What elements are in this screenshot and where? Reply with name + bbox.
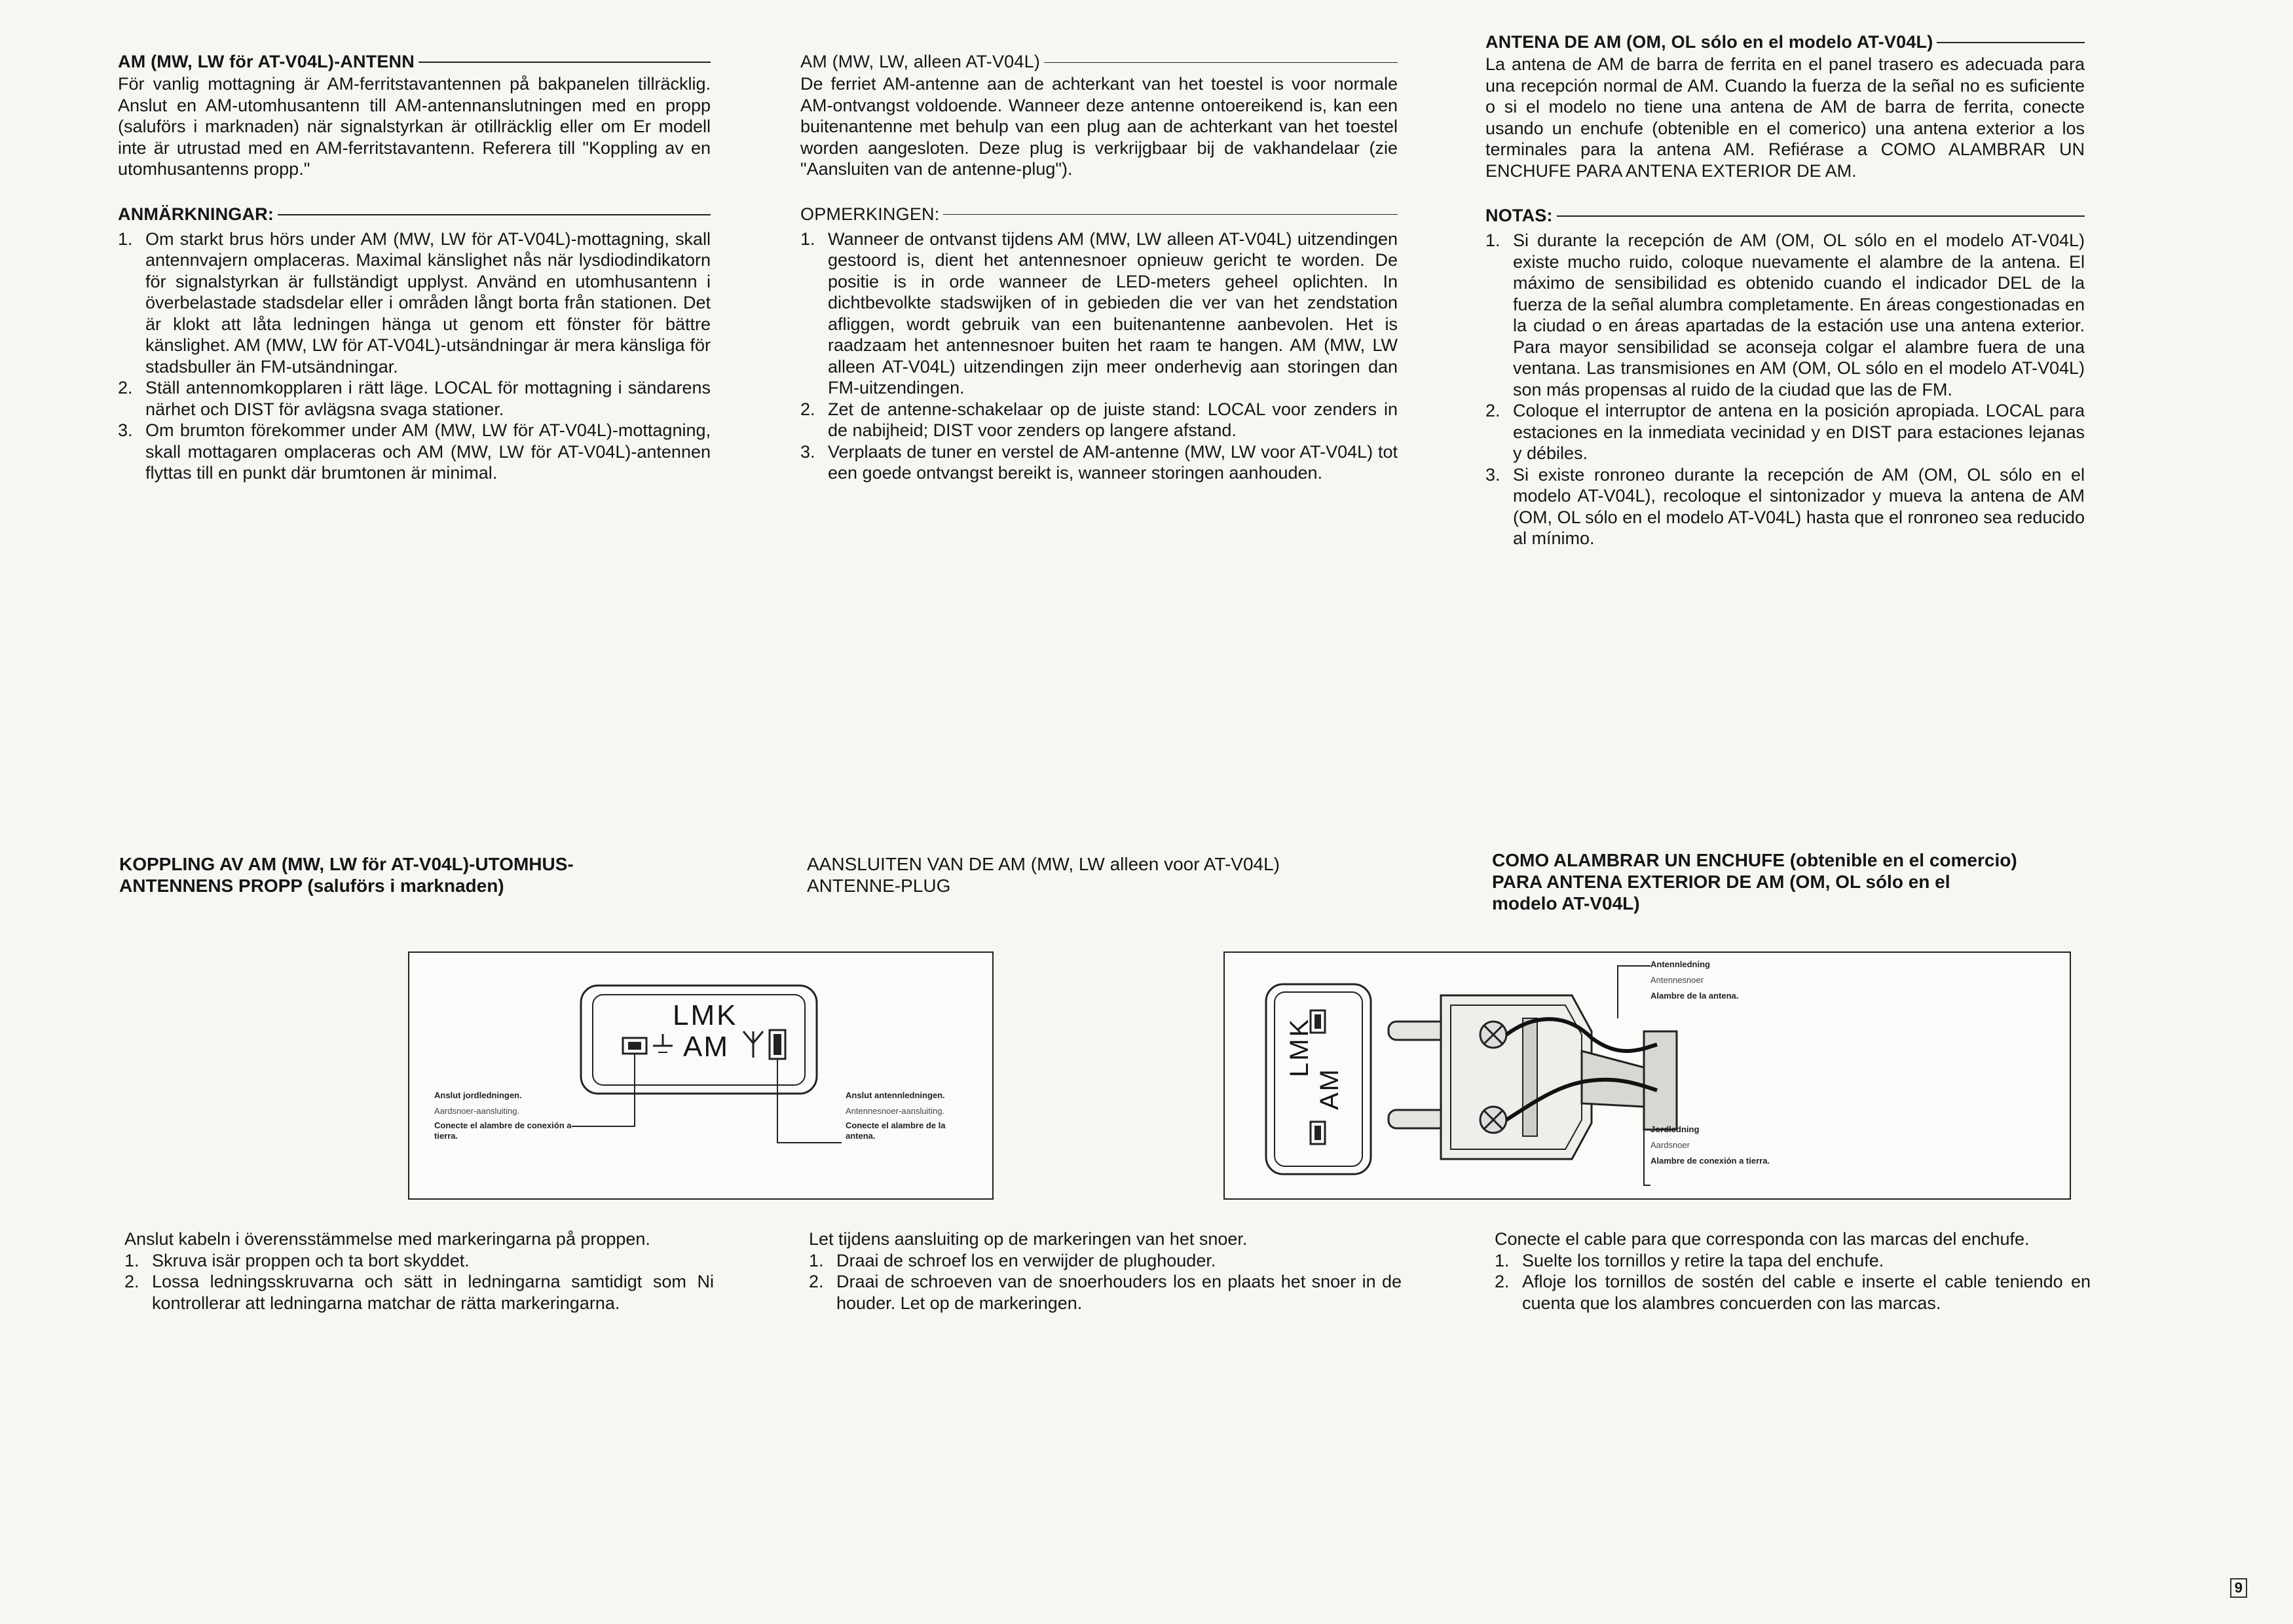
nl-plug-heading: AANSLUITEN VAN DE AM (MW, LW alleen voor AT-V04L) ANTENNE-PLUG (807, 854, 1280, 896)
antenna-wire-label-sv: Antennledning (1650, 959, 1710, 969)
sv-plug-intro: Anslut kabeln i överensstämmelse med markeringarna på proppen. (124, 1229, 650, 1249)
terminal-panel-diagram (408, 951, 994, 1200)
es-antenna-heading: ANTENA DE AM (OM, OL sólo en el modelo AT-V04L) (1485, 31, 2085, 52)
antenna-label-nl: Antennesnoer-aansluiting. (846, 1106, 945, 1116)
nl-plug-instructions (809, 1228, 1402, 1314)
ground-label-group (434, 1090, 572, 1141)
ground-wire-label-sv: Jordledning (1650, 1124, 1700, 1134)
list-item: 3. Si existe ronroneo durante la recepción de AM (OM, OL sólo en el modelo AT-V04L), recoloque el sintonizador y mueva la antena de AM (OM, OL sólo en el modelo AT-V04L) hasta que el ronroneo sea reducido al mínimo. (1485, 464, 2085, 548)
plug-wiring-illustration (1225, 953, 2070, 1198)
list-item: 2. Coloque el interruptor de antena en la posición apropiada. LOCAL para estaciones en la inmediata vecinidad y en DIST para estaciones lejanas y débiles. (1485, 401, 2085, 463)
list-item: 1. Suelte los tornillos y retire la tapa del enchufe. (1495, 1250, 1884, 1270)
antenna-label-es: Conecte el alambre de la antena. (846, 1120, 946, 1141)
antenna-wire-label-group (1650, 959, 1781, 1001)
panel-am-label: AM (683, 1031, 729, 1063)
sv-plug-steps (124, 1250, 714, 1314)
es-plug-steps (1495, 1250, 2091, 1314)
list-item: 2. Afloje los tornillos de sostén del cable e inserte el cable teniendo en cuenta que los alambres concuerden con las marcas. (1495, 1272, 2091, 1313)
list-item: 3. Verplaats de tuner en verstel de AM-antenne (MW, LW voor AT-V04L) tot een goede ontvangst bereikt is, wanneer storingen aanhouden. (800, 441, 1398, 483)
ground-label-nl: Aardsnoer-aansluiting. (434, 1106, 520, 1116)
antenna-wire-label-es: Alambre de la antena. (1650, 991, 1739, 1001)
plug-wiring-diagram (1223, 951, 2071, 1200)
list-item: 1. Om starkt brus hörs under AM (MW, LW för AT-V04L)-mottagning, skall antennvajern omplaceras. Maximal känslighet nås när lysdiodindikatorn för signalstyrkan är fullständigt upplyst. Använd en utomhusantenn i överbelastade stadsdelar eller i områden långt borta från stationen. Det är klokt att låta ledningen hänga ut genom ett fönster för bättre känslighet. AM (MW, LW för AT-V04L)-utsändningar är mera känsliga för stadsbuller än FM-utsändningar. (118, 229, 711, 377)
list-item: 1. Draai de schroef los en verwijder de plughouder. (809, 1250, 1216, 1270)
ground-wire-label-group (1650, 1124, 1781, 1166)
es-antenna-body: La antena de AM de barra de ferrita en el panel trasero es adecuada para una recepción normal de AM. Cuando la fuerza de la señal no es suficiente o si el modelo no tiene una antena de AM de barra de ferrita, conecte usando un enchufe (obtenible en el comerico) una antena exterior a los terminales para la antena AM. Refiérase a COMO ALAMBRAR UN ENCHUFE PARA ANTENA EXTERIOR DE AM. (1485, 54, 2085, 181)
es-notes-heading: NOTAS: (1485, 205, 2085, 226)
sv-antenna-body: För vanlig mottagning är AM-ferritstavantennen på bakpanelen tillräcklig. Anslut en AM-utomhusantenn till AM-antennanslutningen med en propp (saluförs i marknaden) när signalstyrkan är otillräcklig eller om Er modell inte är utrustad med en AM-ferritstavantenn. Referera till "Koppling av en utomhusantenns propp." (118, 74, 711, 179)
nl-notes-heading: OPMERKINGEN: (800, 204, 1398, 225)
es-plug-heading: COMO ALAMBRAR UN ENCHUFE (obtenible en el comercio) PARA ANTENA EXTERIOR DE AM (OM, OL sólo en el modelo AT-V04L) (1492, 850, 2017, 913)
nl-plug-intro: Let tijdens aansluiting op de markeringen van het snoer. (809, 1229, 1248, 1249)
list-item: 2. Lossa ledningsskruvarna och sätt in ledningarna samtidigt som Ni kontrollerar att ledningarna matchar de rätta markeringarna. (124, 1272, 714, 1313)
panel-lmk-label-vertical: LMK (1285, 1017, 1314, 1077)
panel-lmk-label: LMK (673, 999, 738, 1031)
sv-plug-heading: KOPPLING AV AM (MW, LW för AT-V04L)-UTOMHUS- ANTENNENS PROPP (saluförs i marknaden) (119, 854, 574, 896)
antenna-wire-label-nl: Antennesnoer (1650, 975, 1704, 985)
list-item: 1. Wanneer de ontvanst tijdens AM (MW, LW alleen AT-V04L) uitzendingen gestoord is, dient het antennesnoer opnieuw gericht te worden. De positie is in orde wanneer de LED-meters geheel oplichten. In dichtbevolkte stadswijken of in gebieden die ver van het zendstation afliggen, wordt gebruik van een buitenantenne aanbevolen. Het is raadzaam het antennesnoer buiten het raam te hangen. AM (MW, LW alleen AT-V04L) uitzendingen zijn meer onderhevig aan storingen dan FM-uitzendingen. (800, 229, 1398, 397)
nl-top-section (800, 51, 1398, 484)
sv-plug-instructions (124, 1228, 714, 1314)
antenna-label-group (846, 1090, 977, 1141)
list-item: 3. Om brumton förekommer under AM (MW, LW för AT-V04L)-mottagning, skall mottagaren omplaceras och AM (MW, LW för AT-V04L)-antennen flyttas till en punkt där brumtonen är minimal. (118, 420, 711, 483)
ground-label-es: Conecte el alambre de conexión a tierra. (434, 1120, 572, 1141)
page-number: 9 (2230, 1578, 2247, 1598)
nl-antenna-body: De ferriet AM-antenne aan de achterkant van het toestel is voor normale AM-ontvangst voldoende. Wanneer deze antenne ontoereikend is, kan een buitenantenne met behulp van een plug aan de achterkant van het toestel worden aangesloten. Deze plug is verkrijgbaar bij de vakhandelaar (zie "Aansluiten van de antenne-plug"). (800, 74, 1398, 179)
ground-label-sv: Anslut jordledningen. (434, 1090, 522, 1100)
nl-antenna-heading: AM (MW, LW, alleen AT-V04L) (800, 51, 1398, 72)
nl-plug-steps (809, 1250, 1402, 1314)
list-item: 2. Ställ antennomkopplaren i rätt läge. LOCAL för mottagning i sändarens närhet och DIST för avlägsna svaga stationer. (118, 378, 711, 419)
list-item: 1. Skruva isär proppen och ta bort skyddet. (124, 1250, 470, 1270)
es-plug-intro: Conecte el cable para que corresponda con las marcas del enchufe. (1495, 1229, 2030, 1249)
ground-wire-label-es: Alambre de conexión a tierra. (1650, 1156, 1770, 1166)
sv-notes-heading: ANMÄRKNINGAR: (118, 204, 711, 225)
list-item: 2. Zet de antenne-schakelaar op de juiste stand: LOCAL voor zenders in de nabijheid; DIST voor zenders op langere afstand. (800, 399, 1398, 440)
list-item: 2. Draai de schroeven van de snoerhouders los en plaats het snoer in de houder. Let op de markeringen. (809, 1272, 1402, 1313)
antenna-label-sv: Anslut antennledningen. (846, 1090, 945, 1100)
sv-top-section (118, 51, 711, 484)
panel-am-label-vertical: AM (1315, 1068, 1344, 1110)
es-plug-instructions (1495, 1228, 2091, 1314)
es-notes-list (1485, 230, 2085, 549)
terminal-panel-illustration (409, 953, 992, 1198)
ground-wire-label-nl: Aardsnoer (1650, 1140, 1690, 1150)
sv-antenna-heading: AM (MW, LW för AT-V04L)-ANTENN (118, 51, 711, 72)
nl-notes-list (800, 229, 1398, 484)
sv-notes-list (118, 229, 711, 484)
es-top-section (1485, 31, 2085, 549)
list-item: 1. Si durante la recepción de AM (OM, OL sólo en el modelo AT-V04L) existe mucho ruido, coloque nuevamente el alambre de la antena. El máximo de sensibilidad es obtenido cuando el indicador DEL de la fuerza de la señal alumbra completamente. En áreas congestionadas en la ciudad o en áreas apartadas de la estación use una antena exterior. Para mayor sensibilidad se aconseja colgar el alambre fuera de una ventana. Las transmisiones en AM (OM, OL sólo en el modelo AT-V04L) son más propensas al ruido de la ciudad que las de FM. (1485, 231, 2085, 399)
